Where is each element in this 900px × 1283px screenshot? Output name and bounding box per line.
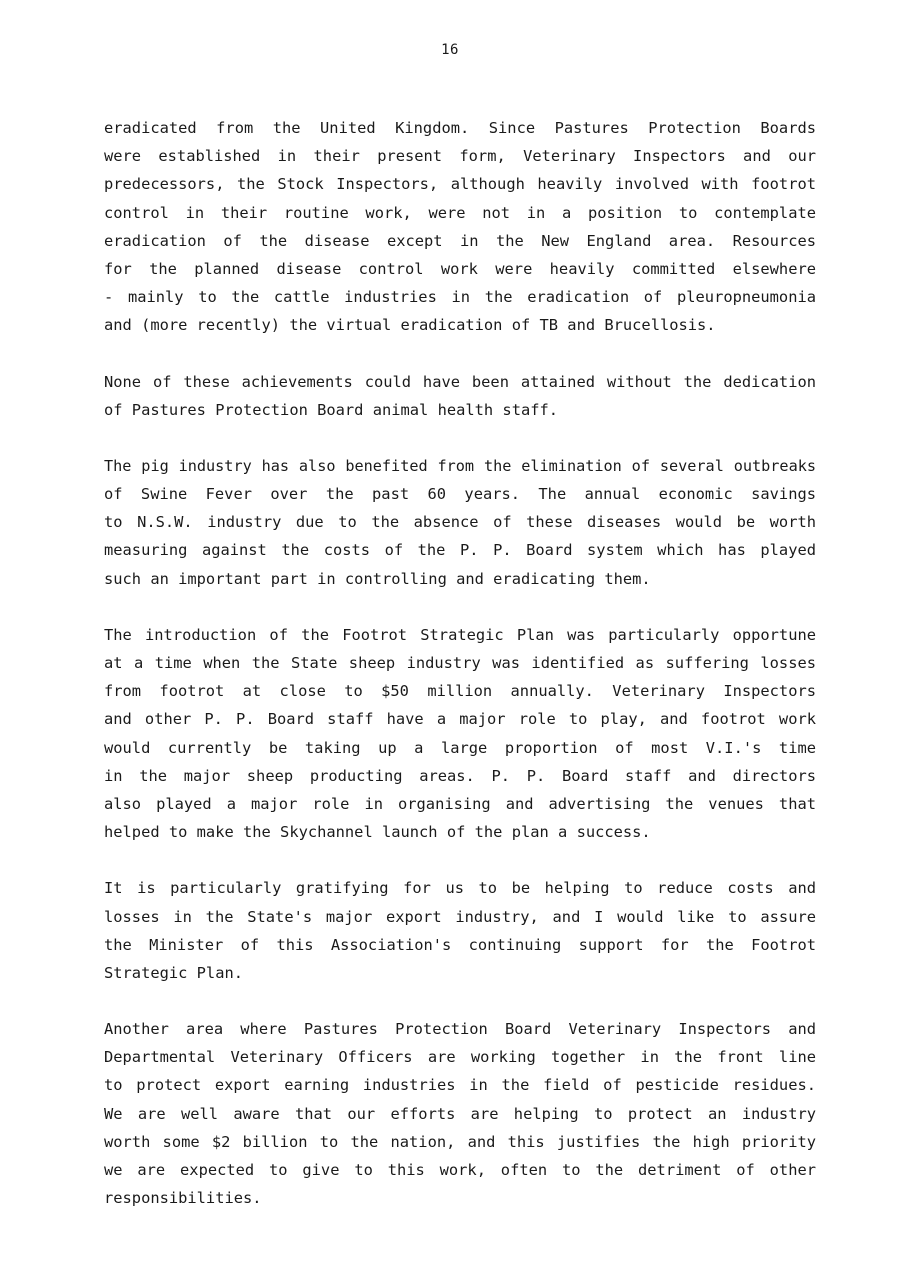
paragraph-staff-dedication: [104, 368, 816, 424]
text-line: None of these achievements could have been attained without the dedication: [104, 372, 816, 391]
text-line: - mainly to the cattle industries in the eradication of pleuropneumonia: [104, 288, 816, 307]
text-line: responsibilities.: [104, 1189, 262, 1208]
text-line: helped to make the Skychannel launch of the plan a success.: [104, 823, 651, 842]
text-line: It is particularly gratifying for us to be helping to reduce costs and: [104, 879, 816, 898]
paragraph-footrot-plan: [104, 621, 816, 847]
paragraph-eradication-history: [104, 114, 816, 340]
text-line: the Minister of this Association's continuing support for the Footrot: [104, 935, 816, 954]
text-line: were established in their present form, Veterinary Inspectors and our: [104, 147, 816, 166]
text-line: to protect export earning industries in the field of pesticide residues.: [104, 1076, 816, 1095]
body-text: [104, 114, 816, 1240]
text-line: also played a major role in organising and advertising the venues that: [104, 794, 816, 813]
text-line: to N.S.W. industry due to the absence of these diseases would be worth: [104, 513, 816, 532]
text-line: eradication of the disease except in the New England area. Resources: [104, 231, 816, 250]
text-line: we are expected to give to this work, often to the detriment of other: [104, 1161, 816, 1179]
text-line: We are well aware that our efforts are helping to protect an industry: [104, 1104, 816, 1123]
paragraph-pig-industry: [104, 452, 816, 593]
paragraph-association-support: [104, 874, 816, 987]
text-line: of Swine Fever over the past 60 years. The annual economic savings: [104, 485, 816, 504]
text-line: Another area where Pastures Protection Board Veterinary Inspectors and: [104, 1020, 816, 1039]
text-line: eradicated from the United Kingdom. Since Pastures Protection Boards: [104, 119, 816, 137]
text-line: in the major sheep producting areas. P. P. Board staff and directors: [104, 766, 816, 785]
text-line: Strategic Plan.: [104, 963, 243, 982]
text-line: control in their routine work, were not in a position to contemplate: [104, 203, 816, 222]
text-line: and other P. P. Board staff have a major role to play, and footrot work: [104, 710, 816, 729]
text-line: The introduction of the Footrot Strategic Plan was particularly opportune: [104, 625, 816, 644]
text-line: would currently be taking up a large proportion of most V.I.'s time: [104, 738, 816, 757]
paragraph-pesticide-residues: [104, 1015, 816, 1212]
text-line: such an important part in controlling and eradicating them.: [104, 569, 651, 588]
text-line: losses in the State's major export industry, and I would like to assure: [104, 907, 816, 926]
text-line: Departmental Veterinary Officers are working together in the front line: [104, 1048, 816, 1067]
text-line: worth some $2 billion to the nation, and this justifies the high priority: [104, 1132, 816, 1151]
page-number: 16: [441, 42, 459, 58]
text-line: at a time when the State sheep industry was identified as suffering losses: [104, 654, 816, 672]
text-line: from footrot at close to $50 million annually. Veterinary Inspectors: [104, 682, 816, 701]
text-line: of Pastures Protection Board animal health staff.: [104, 400, 559, 419]
text-line: The pig industry has also benefited from the elimination of several outbreaks: [104, 456, 816, 475]
text-line: measuring against the costs of the P. P. Board system which has played: [104, 541, 816, 560]
text-line: and (more recently) the virtual eradication of TB and Brucellosis.: [104, 316, 716, 335]
text-line: for the planned disease control work were heavily committed elsewhere: [104, 259, 816, 278]
text-line: predecessors, the Stock Inspectors, although heavily involved with footrot: [104, 175, 816, 194]
